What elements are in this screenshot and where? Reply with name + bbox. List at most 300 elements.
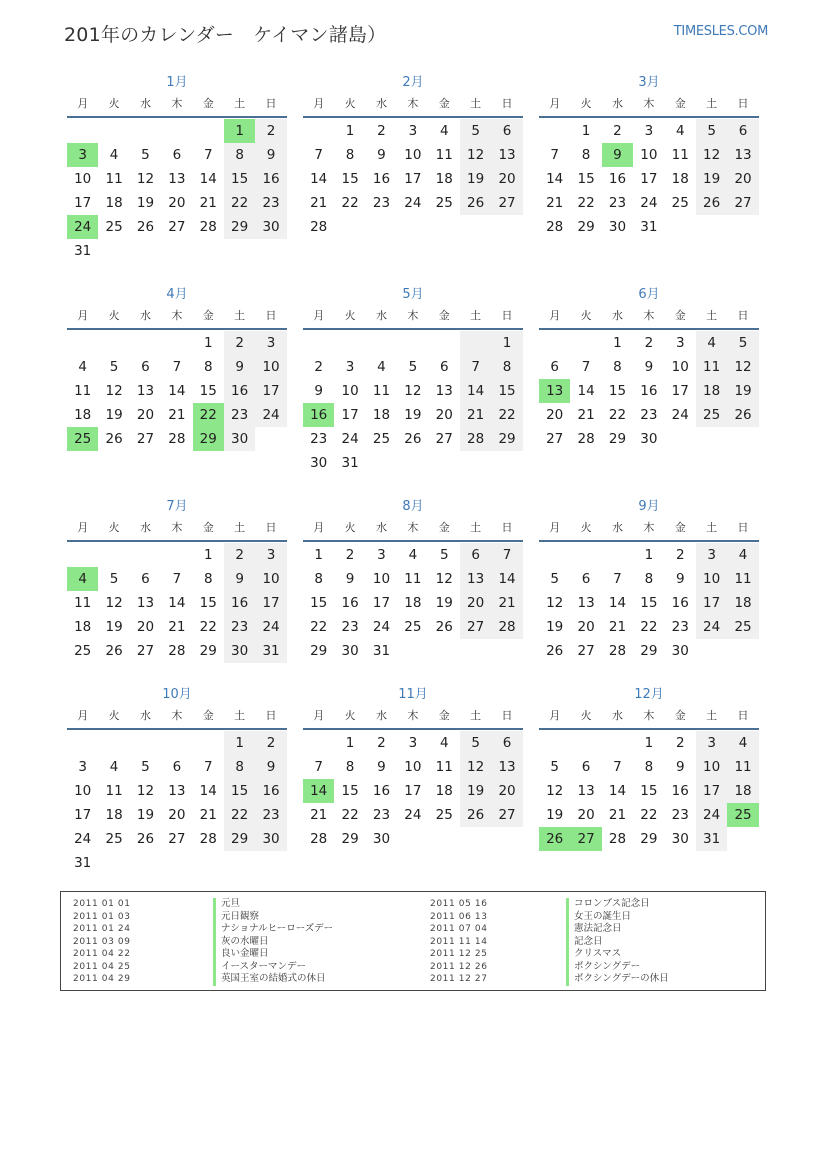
day-cell[interactable]: 18 — [105, 195, 123, 211]
day-cell[interactable]: 17 — [372, 595, 391, 611]
day-cell[interactable]: 17 — [696, 591, 727, 615]
day-cell[interactable]: 31 — [696, 827, 727, 851]
day-cell[interactable]: 18 — [372, 407, 391, 423]
day-cell[interactable]: 15 — [224, 779, 255, 803]
day-cell[interactable]: 22 — [224, 803, 255, 827]
holiday-day-cell[interactable]: 22 — [193, 403, 224, 427]
day-cell[interactable]: 21 — [310, 807, 328, 823]
day-cell[interactable]: 19 — [546, 619, 564, 635]
day-cell[interactable]: 26 — [136, 831, 155, 847]
day-cell[interactable]: 23 — [255, 803, 286, 827]
day-cell[interactable]: 28 — [168, 431, 186, 447]
day-cell[interactable]: 8 — [314, 571, 323, 587]
day-cell[interactable]: 23 — [640, 407, 658, 423]
day-cell[interactable]: 3 — [696, 731, 727, 755]
day-cell[interactable]: 15 — [491, 379, 522, 403]
day-cell[interactable]: 27 — [168, 831, 186, 847]
day-cell[interactable]: 23 — [671, 807, 689, 823]
day-cell[interactable]: 13 — [168, 171, 186, 187]
day-cell[interactable]: 30 — [224, 639, 255, 663]
holiday-day-cell[interactable]: 1 — [224, 119, 255, 143]
holiday-day-cell[interactable]: 27 — [570, 827, 601, 851]
day-cell[interactable]: 2 — [255, 119, 286, 143]
day-cell[interactable]: 4 — [439, 735, 449, 751]
day-cell[interactable]: 30 — [310, 455, 328, 471]
day-cell[interactable]: 17 — [74, 807, 92, 823]
holiday-day-cell[interactable]: 14 — [303, 779, 334, 803]
day-cell[interactable]: 16 — [608, 171, 627, 187]
day-cell[interactable]: 21 — [460, 403, 491, 427]
day-cell[interactable]: 21 — [608, 807, 627, 823]
day-cell[interactable]: 8 — [644, 759, 654, 775]
day-cell[interactable]: 9 — [255, 143, 286, 167]
day-cell[interactable]: 6 — [491, 731, 522, 755]
day-cell[interactable]: 24 — [74, 831, 92, 847]
day-cell[interactable]: 23 — [224, 403, 255, 427]
day-cell[interactable]: 23 — [372, 195, 391, 211]
day-cell[interactable]: 9 — [377, 759, 386, 775]
day-cell[interactable]: 26 — [105, 431, 123, 447]
day-cell[interactable]: 23 — [608, 195, 627, 211]
day-cell[interactable]: 2 — [613, 123, 622, 139]
holiday-day-cell[interactable]: 13 — [539, 379, 570, 403]
day-cell[interactable]: 20 — [136, 407, 155, 423]
day-cell[interactable]: 19 — [136, 807, 155, 823]
day-cell[interactable]: 14 — [577, 383, 595, 399]
day-cell[interactable]: 14 — [608, 783, 627, 799]
day-cell[interactable]: 12 — [105, 383, 123, 399]
day-cell[interactable]: 29 — [310, 643, 328, 659]
day-cell[interactable]: 15 — [341, 171, 359, 187]
day-cell[interactable]: 17 — [404, 171, 422, 187]
day-cell[interactable]: 13 — [435, 383, 453, 399]
day-cell[interactable]: 2 — [675, 547, 685, 563]
day-cell[interactable]: 13 — [460, 567, 491, 591]
day-cell[interactable]: 19 — [460, 167, 491, 191]
day-cell[interactable]: 2 — [644, 335, 654, 351]
day-cell[interactable]: 17 — [341, 407, 359, 423]
day-cell[interactable]: 23 — [310, 431, 328, 447]
day-cell[interactable]: 4 — [109, 147, 119, 163]
day-cell[interactable]: 5 — [109, 359, 119, 375]
day-cell[interactable]: 11 — [727, 755, 758, 779]
day-cell[interactable]: 30 — [671, 643, 689, 659]
day-cell[interactable]: 16 — [640, 383, 658, 399]
day-cell[interactable]: 11 — [105, 783, 123, 799]
day-cell[interactable]: 20 — [577, 619, 595, 635]
day-cell[interactable]: 18 — [696, 379, 727, 403]
day-cell[interactable]: 1 — [491, 331, 522, 355]
day-cell[interactable]: 6 — [439, 359, 449, 375]
day-cell[interactable]: 29 — [199, 643, 217, 659]
day-cell[interactable]: 29 — [341, 831, 359, 847]
day-cell[interactable]: 28 — [608, 643, 627, 659]
day-cell[interactable]: 10 — [74, 783, 92, 799]
day-cell[interactable]: 20 — [136, 619, 155, 635]
holiday-day-cell[interactable]: 16 — [303, 403, 334, 427]
holiday-day-cell[interactable]: 25 — [67, 427, 98, 451]
day-cell[interactable]: 4 — [408, 547, 418, 563]
day-cell[interactable]: 28 — [608, 831, 627, 847]
day-cell[interactable]: 4 — [727, 731, 758, 755]
day-cell[interactable]: 11 — [696, 355, 727, 379]
day-cell[interactable]: 15 — [640, 595, 658, 611]
day-cell[interactable]: 12 — [546, 595, 564, 611]
day-cell[interactable]: 25 — [727, 615, 758, 639]
day-cell[interactable]: 15 — [199, 383, 217, 399]
day-cell[interactable]: 26 — [105, 643, 123, 659]
day-cell[interactable]: 4 — [727, 543, 758, 567]
day-cell[interactable]: 6 — [581, 759, 591, 775]
day-cell[interactable]: 14 — [168, 595, 186, 611]
day-cell[interactable]: 3 — [345, 359, 355, 375]
day-cell[interactable]: 17 — [671, 383, 689, 399]
day-cell[interactable]: 9 — [224, 567, 255, 591]
day-cell[interactable]: 18 — [404, 595, 422, 611]
day-cell[interactable]: 6 — [141, 571, 150, 587]
day-cell[interactable]: 15 — [199, 595, 217, 611]
day-cell[interactable]: 5 — [696, 119, 727, 143]
day-cell[interactable]: 30 — [255, 215, 286, 239]
day-cell[interactable]: 1 — [224, 731, 255, 755]
day-cell[interactable]: 21 — [199, 195, 217, 211]
day-cell[interactable]: 16 — [671, 783, 689, 799]
day-cell[interactable]: 8 — [203, 359, 213, 375]
day-cell[interactable]: 14 — [546, 171, 564, 187]
day-cell[interactable]: 5 — [550, 571, 559, 587]
day-cell[interactable]: 13 — [136, 383, 155, 399]
day-cell[interactable]: 30 — [608, 219, 627, 235]
day-cell[interactable]: 18 — [727, 779, 758, 803]
day-cell[interactable]: 10 — [74, 171, 92, 187]
day-cell[interactable]: 22 — [310, 619, 328, 635]
day-cell[interactable]: 19 — [136, 195, 155, 211]
day-cell[interactable]: 27 — [546, 431, 564, 447]
day-cell[interactable]: 3 — [78, 759, 87, 775]
day-cell[interactable]: 7 — [581, 359, 591, 375]
day-cell[interactable]: 2 — [224, 543, 255, 567]
day-cell[interactable]: 26 — [696, 191, 727, 215]
day-cell[interactable]: 6 — [172, 147, 182, 163]
day-cell[interactable]: 20 — [168, 807, 186, 823]
day-cell[interactable]: 7 — [491, 543, 522, 567]
day-cell[interactable]: 16 — [341, 595, 359, 611]
day-cell[interactable]: 24 — [696, 803, 727, 827]
day-cell[interactable]: 9 — [314, 383, 323, 399]
day-cell[interactable]: 16 — [224, 379, 255, 403]
day-cell[interactable]: 8 — [345, 759, 355, 775]
day-cell[interactable]: 8 — [203, 571, 213, 587]
day-cell[interactable]: 21 — [491, 591, 522, 615]
day-cell[interactable]: 21 — [546, 195, 564, 211]
day-cell[interactable]: 18 — [74, 619, 92, 635]
day-cell[interactable]: 12 — [546, 783, 564, 799]
day-cell[interactable]: 1 — [613, 335, 622, 351]
day-cell[interactable]: 8 — [644, 571, 654, 587]
day-cell[interactable]: 28 — [199, 219, 217, 235]
day-cell[interactable]: 24 — [341, 431, 359, 447]
day-cell[interactable]: 2 — [675, 735, 685, 751]
day-cell[interactable]: 16 — [372, 783, 391, 799]
day-cell[interactable]: 13 — [168, 783, 186, 799]
day-cell[interactable]: 30 — [341, 643, 359, 659]
day-cell[interactable]: 25 — [404, 619, 422, 635]
day-cell[interactable]: 31 — [372, 643, 391, 659]
day-cell[interactable]: 15 — [640, 783, 658, 799]
day-cell[interactable]: 23 — [224, 615, 255, 639]
day-cell[interactable]: 4 — [109, 759, 119, 775]
day-cell[interactable]: 28 — [491, 615, 522, 639]
day-cell[interactable]: 22 — [199, 619, 217, 635]
day-cell[interactable]: 2 — [255, 731, 286, 755]
day-cell[interactable]: 11 — [727, 567, 758, 591]
day-cell[interactable]: 25 — [105, 219, 123, 235]
day-cell[interactable]: 8 — [491, 355, 522, 379]
day-cell[interactable]: 13 — [727, 143, 758, 167]
day-cell[interactable]: 14 — [168, 383, 186, 399]
day-cell[interactable]: 13 — [491, 143, 522, 167]
day-cell[interactable]: 1 — [203, 335, 213, 351]
day-cell[interactable]: 28 — [310, 831, 328, 847]
day-cell[interactable]: 6 — [172, 759, 182, 775]
day-cell[interactable]: 10 — [372, 571, 391, 587]
day-cell[interactable]: 28 — [460, 427, 491, 451]
day-cell[interactable]: 31 — [74, 855, 92, 871]
day-cell[interactable]: 9 — [675, 571, 685, 587]
day-cell[interactable]: 10 — [671, 359, 689, 375]
day-cell[interactable]: 10 — [341, 383, 359, 399]
day-cell[interactable]: 24 — [372, 619, 391, 635]
day-cell[interactable]: 18 — [105, 807, 123, 823]
day-cell[interactable]: 6 — [141, 359, 150, 375]
day-cell[interactable]: 12 — [460, 755, 491, 779]
day-cell[interactable]: 12 — [105, 595, 123, 611]
day-cell[interactable]: 13 — [577, 783, 595, 799]
day-cell[interactable]: 28 — [546, 219, 564, 235]
day-cell[interactable]: 3 — [377, 547, 386, 563]
day-cell[interactable]: 21 — [168, 619, 186, 635]
day-cell[interactable]: 20 — [435, 407, 453, 423]
day-cell[interactable]: 8 — [224, 143, 255, 167]
day-cell[interactable]: 16 — [255, 779, 286, 803]
day-cell[interactable]: 24 — [404, 807, 422, 823]
day-cell[interactable]: 23 — [372, 807, 391, 823]
day-cell[interactable]: 8 — [613, 359, 622, 375]
day-cell[interactable]: 11 — [74, 595, 92, 611]
day-cell[interactable]: 12 — [727, 355, 758, 379]
day-cell[interactable]: 24 — [255, 615, 286, 639]
day-cell[interactable]: 12 — [435, 571, 453, 587]
day-cell[interactable]: 10 — [255, 355, 286, 379]
day-cell[interactable]: 25 — [74, 643, 92, 659]
day-cell[interactable]: 7 — [203, 147, 213, 163]
day-cell[interactable]: 31 — [640, 219, 658, 235]
day-cell[interactable]: 11 — [105, 171, 123, 187]
day-cell[interactable]: 15 — [224, 167, 255, 191]
day-cell[interactable]: 3 — [408, 735, 418, 751]
day-cell[interactable]: 10 — [696, 567, 727, 591]
day-cell[interactable]: 16 — [372, 171, 391, 187]
day-cell[interactable]: 17 — [640, 171, 658, 187]
day-cell[interactable]: 7 — [460, 355, 491, 379]
day-cell[interactable]: 20 — [491, 779, 522, 803]
day-cell[interactable]: 3 — [255, 331, 286, 355]
day-cell[interactable]: 22 — [608, 407, 627, 423]
day-cell[interactable]: 20 — [491, 167, 522, 191]
day-cell[interactable]: 6 — [550, 359, 559, 375]
day-cell[interactable]: 20 — [577, 807, 595, 823]
day-cell[interactable]: 1 — [203, 547, 213, 563]
day-cell[interactable]: 2 — [377, 735, 386, 751]
day-cell[interactable]: 9 — [224, 355, 255, 379]
day-cell[interactable]: 29 — [577, 219, 595, 235]
day-cell[interactable]: 26 — [460, 803, 491, 827]
day-cell[interactable]: 24 — [696, 615, 727, 639]
day-cell[interactable]: 11 — [404, 571, 422, 587]
day-cell[interactable]: 31 — [255, 639, 286, 663]
day-cell[interactable]: 21 — [577, 407, 595, 423]
day-cell[interactable]: 22 — [341, 807, 359, 823]
day-cell[interactable]: 15 — [341, 783, 359, 799]
day-cell[interactable]: 3 — [644, 123, 654, 139]
day-cell[interactable]: 29 — [640, 831, 658, 847]
day-cell[interactable]: 9 — [377, 147, 386, 163]
day-cell[interactable]: 30 — [255, 827, 286, 851]
day-cell[interactable]: 13 — [136, 595, 155, 611]
day-cell[interactable]: 24 — [255, 403, 286, 427]
day-cell[interactable]: 27 — [168, 219, 186, 235]
day-cell[interactable]: 9 — [255, 755, 286, 779]
day-cell[interactable]: 20 — [168, 195, 186, 211]
day-cell[interactable]: 2 — [377, 123, 386, 139]
day-cell[interactable]: 17 — [74, 195, 92, 211]
day-cell[interactable]: 9 — [345, 571, 355, 587]
day-cell[interactable]: 12 — [136, 171, 155, 187]
day-cell[interactable]: 20 — [460, 591, 491, 615]
day-cell[interactable]: 7 — [314, 759, 323, 775]
day-cell[interactable]: 12 — [460, 143, 491, 167]
day-cell[interactable]: 7 — [203, 759, 213, 775]
day-cell[interactable]: 10 — [404, 759, 422, 775]
day-cell[interactable]: 11 — [435, 759, 453, 775]
day-cell[interactable]: 11 — [372, 383, 391, 399]
day-cell[interactable]: 4 — [675, 123, 685, 139]
day-cell[interactable]: 24 — [671, 407, 689, 423]
day-cell[interactable]: 2 — [345, 547, 355, 563]
holiday-day-cell[interactable]: 25 — [727, 803, 758, 827]
day-cell[interactable]: 27 — [460, 615, 491, 639]
day-cell[interactable]: 12 — [696, 143, 727, 167]
day-cell[interactable]: 28 — [168, 643, 186, 659]
day-cell[interactable]: 14 — [491, 567, 522, 591]
day-cell[interactable]: 30 — [671, 831, 689, 847]
day-cell[interactable]: 21 — [168, 407, 186, 423]
day-cell[interactable]: 31 — [341, 455, 359, 471]
day-cell[interactable]: 1 — [345, 123, 355, 139]
day-cell[interactable]: 5 — [460, 119, 491, 143]
day-cell[interactable]: 25 — [435, 195, 453, 211]
day-cell[interactable]: 27 — [136, 431, 155, 447]
day-cell[interactable]: 23 — [255, 191, 286, 215]
day-cell[interactable]: 1 — [581, 123, 591, 139]
day-cell[interactable]: 13 — [491, 755, 522, 779]
day-cell[interactable]: 26 — [435, 619, 453, 635]
day-cell[interactable]: 26 — [460, 191, 491, 215]
day-cell[interactable]: 5 — [141, 759, 150, 775]
day-cell[interactable]: 3 — [696, 543, 727, 567]
day-cell[interactable]: 12 — [404, 383, 422, 399]
day-cell[interactable]: 3 — [408, 123, 418, 139]
day-cell[interactable]: 10 — [255, 567, 286, 591]
day-cell[interactable]: 1 — [345, 735, 355, 751]
day-cell[interactable]: 6 — [727, 119, 758, 143]
day-cell[interactable]: 15 — [310, 595, 328, 611]
day-cell[interactable]: 31 — [74, 243, 92, 259]
day-cell[interactable]: 4 — [377, 359, 386, 375]
day-cell[interactable]: 27 — [577, 643, 595, 659]
holiday-day-cell[interactable]: 26 — [539, 827, 570, 851]
day-cell[interactable]: 14 — [310, 171, 328, 187]
day-cell[interactable]: 26 — [546, 643, 564, 659]
day-cell[interactable]: 23 — [671, 619, 689, 635]
day-cell[interactable]: 24 — [640, 195, 658, 211]
day-cell[interactable]: 17 — [255, 379, 286, 403]
day-cell[interactable]: 14 — [608, 595, 627, 611]
day-cell[interactable]: 22 — [341, 195, 359, 211]
day-cell[interactable]: 5 — [460, 731, 491, 755]
day-cell[interactable]: 13 — [577, 595, 595, 611]
day-cell[interactable]: 2 — [314, 359, 323, 375]
day-cell[interactable]: 22 — [224, 191, 255, 215]
day-cell[interactable]: 15 — [577, 171, 595, 187]
day-cell[interactable]: 5 — [109, 571, 119, 587]
day-cell[interactable]: 18 — [435, 783, 453, 799]
day-cell[interactable]: 29 — [224, 827, 255, 851]
day-cell[interactable]: 5 — [408, 359, 418, 375]
day-cell[interactable]: 25 — [435, 807, 453, 823]
day-cell[interactable]: 19 — [460, 779, 491, 803]
day-cell[interactable]: 27 — [491, 191, 522, 215]
day-cell[interactable]: 18 — [74, 407, 92, 423]
day-cell[interactable]: 4 — [696, 331, 727, 355]
day-cell[interactable]: 14 — [460, 379, 491, 403]
day-cell[interactable]: 6 — [460, 543, 491, 567]
day-cell[interactable]: 1 — [314, 547, 323, 563]
day-cell[interactable]: 8 — [345, 147, 355, 163]
day-cell[interactable]: 19 — [435, 595, 453, 611]
day-cell[interactable]: 14 — [199, 783, 217, 799]
day-cell[interactable]: 29 — [224, 215, 255, 239]
day-cell[interactable]: 17 — [255, 591, 286, 615]
day-cell[interactable]: 5 — [439, 547, 449, 563]
day-cell[interactable]: 19 — [546, 807, 564, 823]
day-cell[interactable]: 1 — [644, 547, 654, 563]
holiday-day-cell[interactable]: 4 — [67, 567, 98, 591]
day-cell[interactable]: 20 — [546, 407, 564, 423]
day-cell[interactable]: 7 — [550, 147, 559, 163]
day-cell[interactable]: 25 — [671, 195, 689, 211]
day-cell[interactable]: 9 — [644, 359, 654, 375]
day-cell[interactable]: 25 — [105, 831, 123, 847]
day-cell[interactable]: 22 — [640, 807, 658, 823]
day-cell[interactable]: 30 — [372, 831, 391, 847]
day-cell[interactable]: 25 — [696, 403, 727, 427]
day-cell[interactable]: 30 — [224, 427, 255, 451]
day-cell[interactable]: 17 — [696, 779, 727, 803]
day-cell[interactable]: 27 — [491, 803, 522, 827]
day-cell[interactable]: 15 — [608, 383, 627, 399]
day-cell[interactable]: 27 — [727, 191, 758, 215]
